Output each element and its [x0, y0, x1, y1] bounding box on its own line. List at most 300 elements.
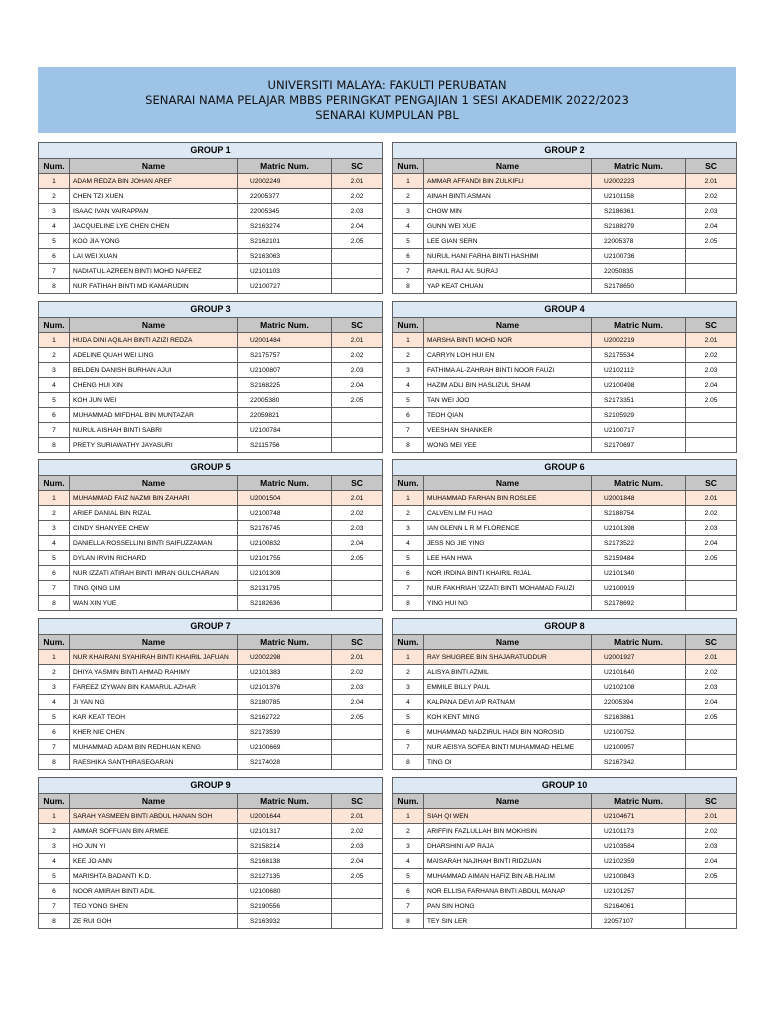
cell-matric: U2100807 [238, 363, 332, 378]
cell-name: TING OI [424, 755, 592, 770]
cell-num: 2 [39, 665, 70, 680]
cell-matric: U2100736 [592, 249, 686, 264]
column-header-name: Name [424, 635, 592, 650]
cell-num: 1 [393, 491, 424, 506]
column-header-sc: SC [332, 318, 383, 333]
table-row [393, 234, 737, 249]
table-row [39, 219, 383, 234]
cell-sc [686, 596, 737, 611]
column-header-row [393, 318, 737, 333]
cell-num: 5 [39, 710, 70, 725]
cell-sc [332, 884, 383, 899]
group-title: GROUP 5 [39, 460, 383, 476]
cell-matric: U2101317 [238, 824, 332, 839]
cell-num: 5 [39, 234, 70, 249]
column-header-matric: Matric Num. [592, 318, 686, 333]
column-header-num: Num. [39, 159, 70, 174]
cell-sc: 2.02 [332, 189, 383, 204]
cell-num: 1 [39, 650, 70, 665]
column-header-row [39, 318, 383, 333]
column-header-row [39, 635, 383, 650]
cell-sc: 2.05 [686, 234, 737, 249]
table-row [393, 725, 737, 740]
cell-matric: U2102112 [592, 363, 686, 378]
cell-matric: U2104671 [592, 809, 686, 824]
cell-name: CINDY SHANYEE CHEW [70, 521, 238, 536]
table-row [393, 899, 737, 914]
cell-num: 1 [39, 809, 70, 824]
cell-sc [686, 740, 737, 755]
table-row [39, 423, 383, 438]
cell-num: 2 [39, 824, 70, 839]
cell-name: ALISYA BINTI AZMIL [424, 665, 592, 680]
cell-matric: S2188754 [592, 506, 686, 521]
table-row [393, 393, 737, 408]
cell-num: 8 [39, 596, 70, 611]
column-header-matric: Matric Num. [238, 476, 332, 491]
cell-name: TING QING LIM [70, 581, 238, 596]
table-row [393, 551, 737, 566]
cell-sc: 2.05 [686, 710, 737, 725]
cell-sc: 2.03 [332, 680, 383, 695]
table-row [39, 596, 383, 611]
cell-matric: 22005345 [238, 204, 332, 219]
column-header-name: Name [424, 476, 592, 491]
cell-sc: 2.05 [686, 393, 737, 408]
cell-name: RAY SHUGREE BIN SHAJARATUDDUR [424, 650, 592, 665]
table-row [393, 408, 737, 423]
cell-name: DANIELLA ROSSELLINI BINTI SAIFUZZAMAN [70, 536, 238, 551]
cell-name: NUR FATIHAH BINTI MD KAMARUDIN [70, 279, 238, 294]
cell-num: 2 [39, 348, 70, 363]
cell-matric: S2175757 [238, 348, 332, 363]
cell-name: EMMILE BILLY PAUL [424, 680, 592, 695]
cell-matric: 22005394 [592, 695, 686, 710]
cell-name: ARIEF DANIAL BIN RIZAL [70, 506, 238, 521]
cell-name: PAN SIN HONG [424, 899, 592, 914]
group-title: GROUP 1 [39, 143, 383, 159]
table-row [393, 219, 737, 234]
cell-num: 3 [39, 363, 70, 378]
column-header-sc: SC [332, 635, 383, 650]
cell-matric: U2100843 [592, 869, 686, 884]
column-header-num: Num. [39, 476, 70, 491]
column-header-name: Name [70, 476, 238, 491]
table-row [39, 914, 383, 929]
cell-num: 2 [393, 506, 424, 521]
cell-matric: U2001484 [238, 333, 332, 348]
group-title: GROUP 7 [39, 619, 383, 635]
column-header-sc: SC [332, 159, 383, 174]
cell-num: 4 [39, 219, 70, 234]
table-row [39, 491, 383, 506]
cell-num: 7 [39, 581, 70, 596]
cell-matric: S2170697 [592, 438, 686, 453]
cell-name: DHARSHINI A/P RAJA [424, 839, 592, 854]
cell-num: 2 [393, 824, 424, 839]
cell-name: JACQUELINE LYE CHEN CHEN [70, 219, 238, 234]
table-row [393, 809, 737, 824]
cell-matric: S2178692 [592, 596, 686, 611]
table-row [39, 665, 383, 680]
cell-num: 6 [39, 884, 70, 899]
column-header-matric: Matric Num. [592, 476, 686, 491]
cell-sc: 2.05 [686, 869, 737, 884]
cell-name: KOO JIA YONG [70, 234, 238, 249]
group-table-9 [38, 777, 382, 929]
cell-sc: 2.04 [332, 378, 383, 393]
cell-name: ADAM REDZA BIN JOHAN AREF [70, 174, 238, 189]
cell-sc: 2.02 [686, 348, 737, 363]
column-header-num: Num. [393, 635, 424, 650]
cell-matric: U2100748 [238, 506, 332, 521]
column-header-matric: Matric Num. [238, 635, 332, 650]
cell-sc [332, 725, 383, 740]
cell-num: 4 [39, 536, 70, 551]
cell-name: RAHUL RAJ A/L SURAJ [424, 264, 592, 279]
column-header-num: Num. [393, 318, 424, 333]
cell-num: 7 [39, 740, 70, 755]
cell-num: 7 [39, 899, 70, 914]
cell-name: SARAH YASMEEN BINTI ABDUL HANAN SOH [70, 809, 238, 824]
cell-matric: S2163063 [238, 249, 332, 264]
table-row [39, 363, 383, 378]
cell-sc: 2.01 [686, 333, 737, 348]
column-header-num: Num. [39, 318, 70, 333]
cell-num: 8 [393, 596, 424, 611]
table-row [393, 854, 737, 869]
cell-name: KHER NIE CHEN [70, 725, 238, 740]
cell-num: 5 [393, 393, 424, 408]
cell-num: 8 [39, 438, 70, 453]
cell-matric: U2101158 [592, 189, 686, 204]
table-row [39, 279, 383, 294]
cell-name: DYLAN IRVIN RICHARD [70, 551, 238, 566]
cell-matric: S2186361 [592, 204, 686, 219]
cell-num: 4 [39, 854, 70, 869]
table-row [39, 695, 383, 710]
table-row [39, 899, 383, 914]
table-row [393, 869, 737, 884]
cell-num: 4 [393, 219, 424, 234]
cell-matric: U2100717 [592, 423, 686, 438]
cell-matric: U2101257 [592, 884, 686, 899]
table-row [393, 710, 737, 725]
cell-num: 8 [393, 279, 424, 294]
group-table-10 [392, 777, 736, 929]
cell-num: 6 [393, 408, 424, 423]
cell-name: CARRYN LOH HUI EN [424, 348, 592, 363]
cell-num: 8 [39, 914, 70, 929]
cell-num: 7 [39, 423, 70, 438]
cell-name: YING HUI NG [424, 596, 592, 611]
cell-num: 1 [39, 333, 70, 348]
cell-sc: 2.02 [332, 506, 383, 521]
column-header-row [393, 159, 737, 174]
cell-num: 1 [393, 809, 424, 824]
cell-sc [332, 566, 383, 581]
cell-sc [332, 914, 383, 929]
table-row [393, 378, 737, 393]
cell-matric: S2188279 [592, 219, 686, 234]
cell-name: KAR KEAT TEOH [70, 710, 238, 725]
group-title: GROUP 3 [39, 302, 383, 318]
table-row [393, 204, 737, 219]
cell-name: NUR IZZATI ATIRAH BINTI IMRAN GULCHARAN [70, 566, 238, 581]
cell-matric: U2100919 [592, 581, 686, 596]
cell-num: 7 [393, 899, 424, 914]
cell-matric: U2002298 [238, 650, 332, 665]
table-row [39, 710, 383, 725]
cell-name: SIAH QI WEN [424, 809, 592, 824]
cell-sc: 2.02 [332, 348, 383, 363]
header-line-2: SENARAI NAMA PELAJAR MBBS PERINGKAT PENGAJIAN 1 SESI AKADEMIK 2022/2023 [145, 93, 629, 107]
column-header-matric: Matric Num. [238, 159, 332, 174]
cell-num: 5 [39, 869, 70, 884]
cell-matric: U2101640 [592, 665, 686, 680]
cell-sc: 2.02 [686, 506, 737, 521]
table-row [39, 378, 383, 393]
column-header-sc: SC [332, 476, 383, 491]
table-row [393, 884, 737, 899]
column-header-row [393, 635, 737, 650]
cell-sc [332, 279, 383, 294]
cell-sc [686, 408, 737, 423]
cell-num: 4 [393, 536, 424, 551]
cell-matric: S2162722 [238, 710, 332, 725]
group-table-6 [392, 459, 736, 611]
cell-name: AMMAR SOFFUAN BIN ARMEE [70, 824, 238, 839]
table-row [393, 665, 737, 680]
table-row [39, 204, 383, 219]
cell-sc: 2.01 [332, 333, 383, 348]
cell-num: 5 [393, 551, 424, 566]
cell-sc: 2.03 [686, 680, 737, 695]
cell-matric: U2101755 [238, 551, 332, 566]
cell-num: 8 [39, 279, 70, 294]
cell-sc [686, 725, 737, 740]
group-title: GROUP 2 [393, 143, 737, 159]
table-row [393, 914, 737, 929]
cell-sc [686, 566, 737, 581]
cell-matric: S2173522 [592, 536, 686, 551]
cell-matric: 22005377 [238, 189, 332, 204]
cell-matric: S2173539 [238, 725, 332, 740]
cell-sc [686, 899, 737, 914]
cell-matric: S2168225 [238, 378, 332, 393]
cell-sc [332, 740, 383, 755]
table-row [39, 839, 383, 854]
cell-name: KEE JO ANN [70, 854, 238, 869]
column-header-num: Num. [393, 159, 424, 174]
table-row [393, 249, 737, 264]
cell-matric: U2101398 [592, 521, 686, 536]
cell-matric: S2167342 [592, 755, 686, 770]
column-header-sc: SC [686, 159, 737, 174]
cell-name: LEE GIAN SERN [424, 234, 592, 249]
cell-name: NUR KHAIRANI SYAHIRAH BINTI KHAIRIL JAFUAN [70, 650, 238, 665]
column-header-row [393, 476, 737, 491]
table-row [393, 363, 737, 378]
cell-sc: 2.02 [686, 824, 737, 839]
table-row [39, 264, 383, 279]
cell-sc: 2.01 [686, 650, 737, 665]
table-row [39, 189, 383, 204]
column-header-row [39, 476, 383, 491]
cell-name: TEOH QIAN [424, 408, 592, 423]
table-row [39, 506, 383, 521]
table-row [393, 650, 737, 665]
column-header-name: Name [424, 159, 592, 174]
cell-matric: S2163861 [592, 710, 686, 725]
cell-sc [332, 264, 383, 279]
column-header-matric: Matric Num. [592, 159, 686, 174]
table-row [393, 279, 737, 294]
cell-sc [686, 423, 737, 438]
cell-sc: 2.01 [332, 174, 383, 189]
cell-name: HO JUN YI [70, 839, 238, 854]
cell-name: FAREEZ IZYWAN BIN KAMARUL AZHAR [70, 680, 238, 695]
cell-name: IAN GLENN L R M FLORENCE [424, 521, 592, 536]
group-title: GROUP 10 [393, 778, 737, 794]
cell-num: 5 [39, 551, 70, 566]
cell-matric: S2178650 [592, 279, 686, 294]
cell-matric: S2182636 [238, 596, 332, 611]
group-title: GROUP 6 [393, 460, 737, 476]
cell-matric: S2180785 [238, 695, 332, 710]
cell-name: CALVEN LIM FU HAO [424, 506, 592, 521]
cell-num: 7 [39, 264, 70, 279]
cell-name: TEY SIN LER [424, 914, 592, 929]
cell-matric: U2100680 [238, 884, 332, 899]
cell-name: NOOR AMIRAH BINTI ADIL [70, 884, 238, 899]
cell-num: 3 [393, 363, 424, 378]
column-header-sc: SC [686, 794, 737, 809]
column-header-matric: Matric Num. [238, 794, 332, 809]
cell-matric: U2101340 [592, 566, 686, 581]
cell-sc: 2.05 [332, 393, 383, 408]
table-row [393, 521, 737, 536]
cell-sc [332, 408, 383, 423]
cell-matric: S2159484 [592, 551, 686, 566]
cell-sc: 2.01 [686, 809, 737, 824]
cell-num: 5 [393, 710, 424, 725]
cell-name: MARISHTA BADANTI K.D. [70, 869, 238, 884]
group-table-8 [392, 618, 736, 770]
cell-sc [686, 755, 737, 770]
cell-matric: U2002219 [592, 333, 686, 348]
table-row [39, 393, 383, 408]
cell-sc: 2.02 [686, 189, 737, 204]
cell-num: 1 [39, 174, 70, 189]
table-row [39, 536, 383, 551]
cell-sc [686, 884, 737, 899]
table-row [393, 566, 737, 581]
cell-name: JESS NG JIE YING [424, 536, 592, 551]
cell-matric: U2001927 [592, 650, 686, 665]
table-row [393, 348, 737, 363]
cell-name: ADELINE QUAH WEI LING [70, 348, 238, 363]
header-line-3: SENARAI KUMPULAN PBL [315, 108, 459, 122]
cell-name: KOH JUN WEI [70, 393, 238, 408]
header-line-1: UNIVERSITI MALAYA: FAKULTI PERUBATAN [267, 78, 507, 92]
cell-matric: S2105929 [592, 408, 686, 423]
cell-name: MAISARAH NAJIHAH BINTI RIDZUAN [424, 854, 592, 869]
cell-num: 6 [393, 566, 424, 581]
cell-num: 7 [393, 740, 424, 755]
cell-name: NUR FAKHRIAH 'IZZATI BINTI MOHAMAD FAUZI [424, 581, 592, 596]
cell-sc: 2.04 [332, 219, 383, 234]
table-row [39, 581, 383, 596]
table-row [39, 438, 383, 453]
cell-num: 6 [39, 249, 70, 264]
cell-num: 1 [393, 333, 424, 348]
cell-name: MUHAMMAD ADAM BIN REDHUAN KENG [70, 740, 238, 755]
cell-name: MUHAMMAD FAIZ NAZMI BIN ZAHARI [70, 491, 238, 506]
cell-num: 6 [393, 249, 424, 264]
cell-matric: S2158214 [238, 839, 332, 854]
column-header-name: Name [70, 635, 238, 650]
cell-matric: S2164061 [592, 899, 686, 914]
cell-num: 8 [393, 438, 424, 453]
cell-name: CHOW MIN [424, 204, 592, 219]
group-table-7 [38, 618, 382, 770]
cell-matric: U2101376 [238, 680, 332, 695]
table-row [393, 536, 737, 551]
table-row [39, 333, 383, 348]
cell-sc [332, 581, 383, 596]
column-header-name: Name [424, 318, 592, 333]
cell-num: 3 [39, 204, 70, 219]
table-row [393, 740, 737, 755]
cell-name: ISAAC IVAN VAIRAPPAN [70, 204, 238, 219]
cell-name: WONG MEI YEE [424, 438, 592, 453]
table-row [39, 650, 383, 665]
cell-matric: S2163932 [238, 914, 332, 929]
cell-name: GUNN WEI XUE [424, 219, 592, 234]
cell-matric: S2190556 [238, 899, 332, 914]
cell-sc: 2.01 [332, 650, 383, 665]
cell-sc [686, 581, 737, 596]
cell-matric: S2115756 [238, 438, 332, 453]
cell-sc: 2.05 [332, 234, 383, 249]
cell-sc [332, 423, 383, 438]
cell-name: AMMAR AFFANDI BIN ZULKIFLI [424, 174, 592, 189]
group-table-5 [38, 459, 382, 611]
cell-num: 1 [39, 491, 70, 506]
cell-matric: S2168138 [238, 854, 332, 869]
cell-sc [332, 596, 383, 611]
group-table-4 [392, 301, 736, 453]
cell-num: 3 [39, 680, 70, 695]
cell-num: 6 [39, 725, 70, 740]
cell-sc: 2.03 [332, 839, 383, 854]
cell-num: 4 [393, 378, 424, 393]
cell-matric: U2001504 [238, 491, 332, 506]
cell-num: 2 [393, 189, 424, 204]
cell-sc [686, 279, 737, 294]
cell-num: 3 [393, 521, 424, 536]
cell-num: 2 [393, 348, 424, 363]
cell-sc [332, 249, 383, 264]
table-row [39, 174, 383, 189]
cell-num: 4 [39, 378, 70, 393]
cell-matric: U2102108 [592, 680, 686, 695]
cell-sc: 2.01 [332, 809, 383, 824]
cell-name: LEE HAN HWA [424, 551, 592, 566]
cell-matric: U2102359 [592, 854, 686, 869]
cell-sc: 2.03 [332, 363, 383, 378]
